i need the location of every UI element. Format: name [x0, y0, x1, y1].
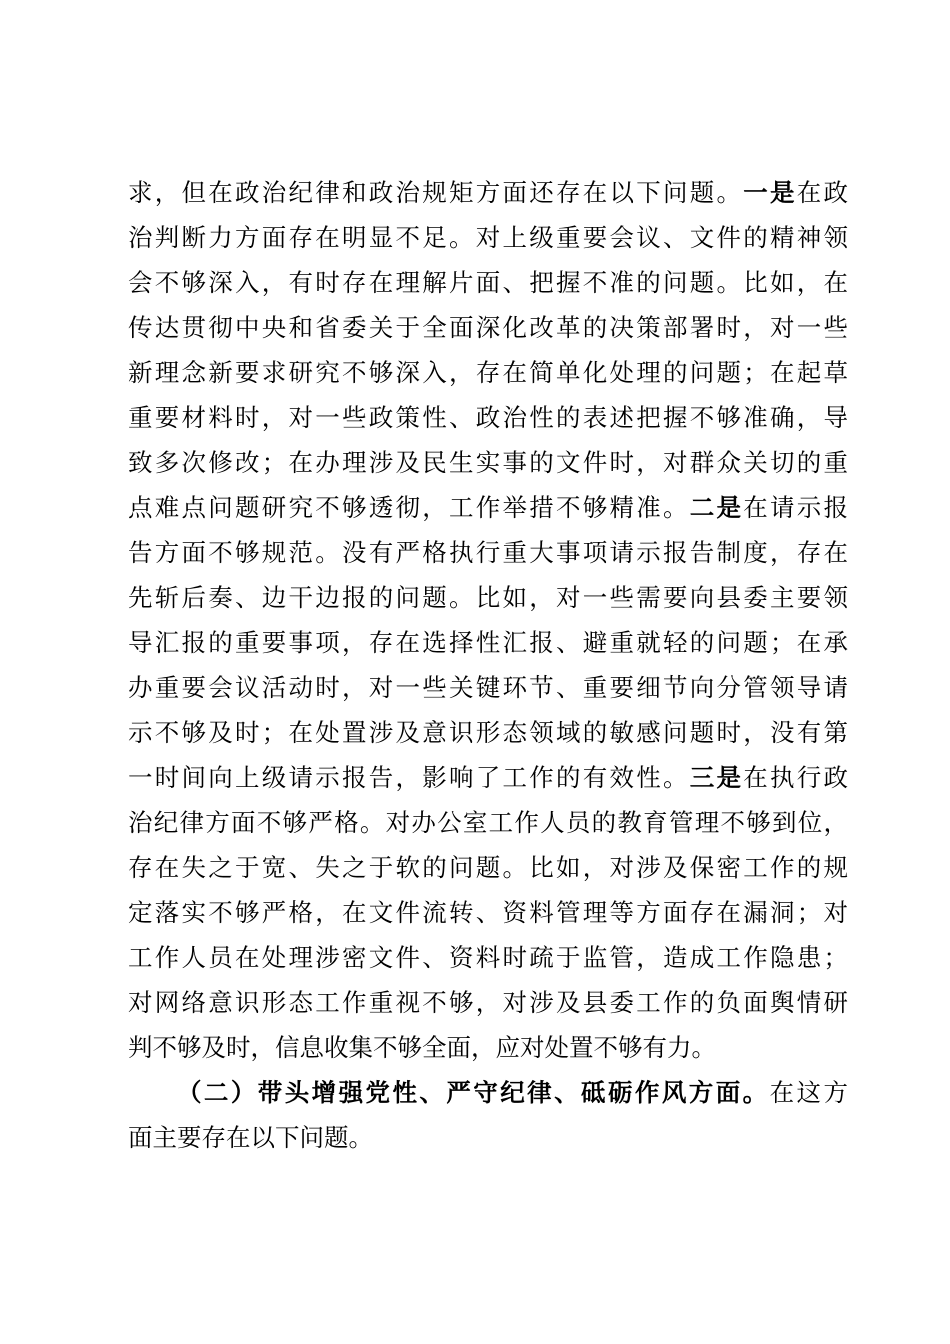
text-run: 求，但在政治纪律和政治规矩方面还存在以下问题。: [128, 178, 744, 207]
text-line: 办重要会议活动时，对一些关键环节、重要细节向分管领导请: [128, 673, 848, 702]
text-run: 在这方: [769, 1078, 848, 1107]
body-text: [128, 170, 848, 1160]
text-line: 对网络意识形态工作重视不够，对涉及县委工作的负面舆情研: [128, 988, 848, 1017]
text-line: 导汇报的重要事项，存在选择性汇报、避重就轻的问题；在承: [128, 628, 848, 657]
text-line: 面主要存在以下问题。: [128, 1123, 373, 1152]
bold-marker: 一是: [743, 178, 797, 207]
text-line: 新理念新要求研究不够深入，存在简单化处理的问题；在起草: [128, 358, 848, 387]
text-line: 重要材料时，对一些政策性、政治性的表述把握不够准确，导: [128, 403, 848, 432]
text-run: 在政: [796, 178, 848, 207]
text-line: [128, 170, 848, 215]
text-line: 定落实不够严格，在文件流转、资料管理等方面存在漏洞；对: [128, 898, 848, 927]
section-heading-line: [128, 1070, 848, 1115]
text-line: [128, 755, 848, 800]
section-heading: （二）带头增强党性、严守纪律、砥砺作风方面。: [177, 1078, 770, 1107]
text-line: [128, 485, 848, 530]
text-line: 传达贯彻中央和省委关于全面深化改革的决策部署时，对一些: [128, 313, 848, 342]
text-line: 判不够及时，信息收集不够全面，应对处置不够有力。: [128, 1033, 716, 1062]
text-line: 存在失之于宽、失之于软的问题。比如，对涉及保密工作的规: [128, 853, 848, 882]
text-run: 在请示报: [743, 493, 848, 522]
bold-marker: 二是: [689, 493, 744, 522]
text-line: 会不够深入，有时存在理解片面、把握不准的问题。比如，在: [128, 268, 848, 297]
text-line: 工作人员在处理涉密文件、资料时疏于监管，造成工作隐患；: [128, 943, 848, 972]
text-line: 先斩后奏、边干边报的问题。比如，对一些需要向县委主要领: [128, 583, 848, 612]
text-line: 告方面不够规范。没有严格执行重大事项请示报告制度，存在: [128, 538, 848, 567]
text-run: 在执行政: [743, 763, 848, 792]
text-line: 治纪律方面不够严格。对办公室工作人员的教育管理不够到位，: [128, 808, 848, 837]
text-line: 示不够及时；在处置涉及意识形态领域的敏感问题时，没有第: [128, 718, 848, 747]
text-line: 治判断力方面存在明显不足。对上级重要会议、文件的精神领: [128, 223, 848, 252]
text-run: 点难点问题研究不够透彻，工作举措不够精准。: [128, 493, 690, 522]
bold-marker: 三是: [689, 763, 744, 792]
text-line: 致多次修改；在办理涉及民生实事的文件时，对群众关切的重: [128, 448, 848, 477]
text-run: 一时间向上级请示报告，影响了工作的有效性。: [128, 763, 690, 792]
